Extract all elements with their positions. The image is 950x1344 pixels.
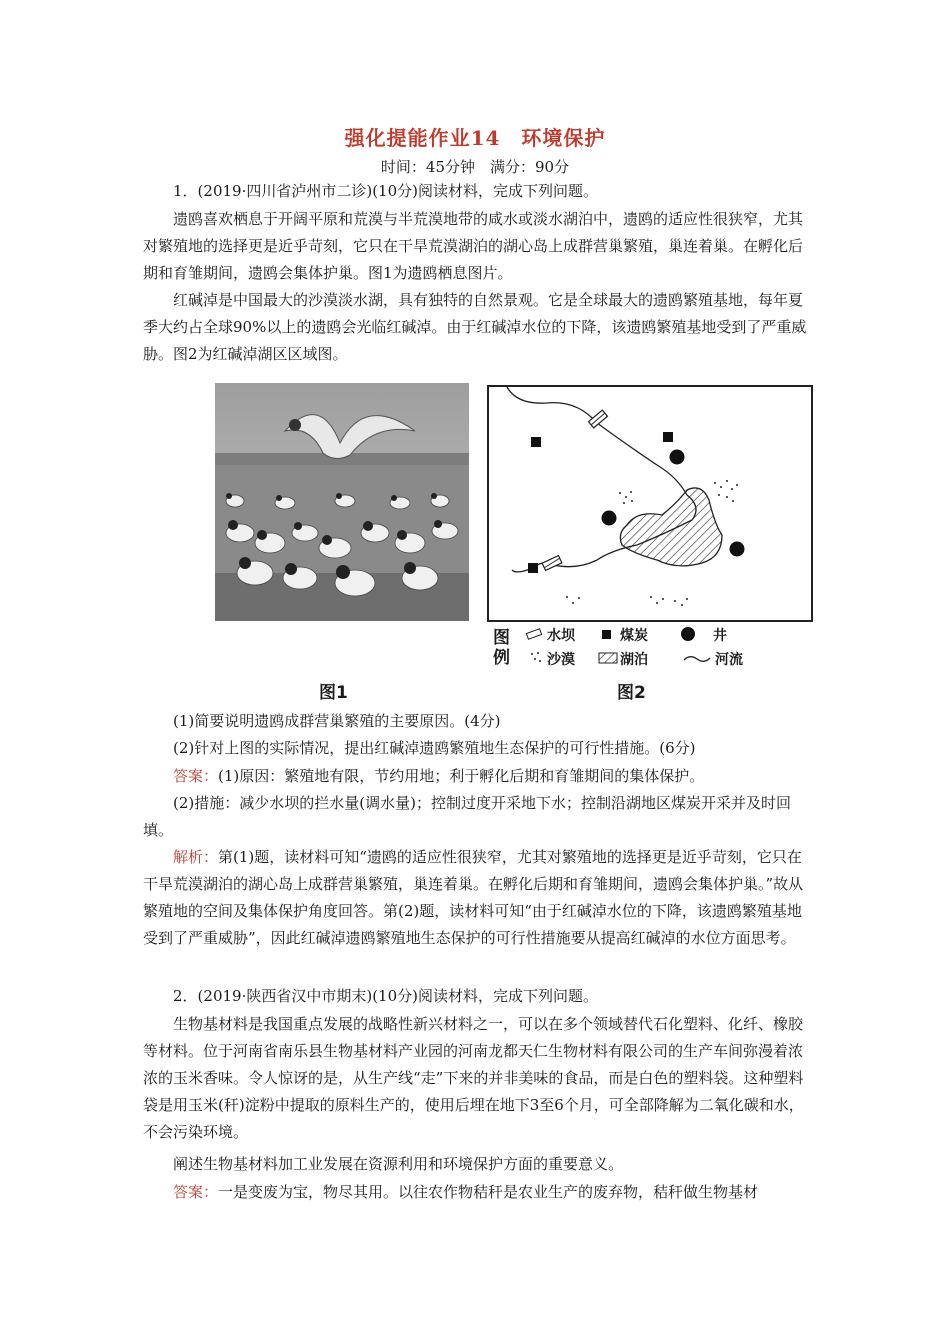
legend-label-top: 图 bbox=[493, 628, 510, 648]
q1-stem: 1．(2019·四川省泸州市二诊)(10分)阅读材料，完成下列问题。 bbox=[173, 182, 598, 200]
q2-question: 阐述生物基材料加工业发展在资源利用和环境保护方面的重要意义。 bbox=[173, 1155, 624, 1173]
analysis-text: 第(1)题，读材料可知“遗鸥的适应性很狭窄，尤其对繁殖地的选择更是近乎苛刻，它只在干旱荒漠湖泊的湖心岛上成群营巢繁殖，巢连着巢。在孵化后期和育雏期间，遗鸥会集体护巢。”故从繁殖地的空间及集体保护角度回答。第(2)题，读材料可知“由于红碱淖水位的下降，该遗鸥繁殖基地受到了严重威胁”，因此红碱淖遗鸥繁殖地生态保护的可行性措施要从提高红碱淖的水位方面思考。 bbox=[143, 848, 804, 947]
fig2-caption: 图2 bbox=[617, 683, 646, 703]
legend-coal: 煤炭 bbox=[620, 628, 648, 644]
legend-well: 井 bbox=[713, 628, 727, 644]
answer-text-1: (1)原因：繁殖地有限，节约用地；利于孵化后期和育雏期间的集体保护。 bbox=[218, 767, 705, 785]
q2-answer bbox=[143, 1179, 815, 1206]
q1-material-2: 红碱淖是中国最大的沙漠淡水湖，具有独特的自然景观。它是全球最大的遗鸥繁殖基地，每年夏季大约占全球90%以上的遗鸥会光临红碱淖。由于红碱淖水位的下降，该遗鸥繁殖基地受到了严重威胁。图2为红碱淖湖区区域图。 bbox=[143, 291, 807, 363]
q1-sub-question-1: (1)简要说明遗鸥成群营巢繁殖的主要原因。(4分) bbox=[173, 712, 501, 730]
answer-text: 一是变废为宝，物尽其用。以往农作物秸秆是农业生产的废弃物，秸秆做生物基材 bbox=[218, 1183, 759, 1201]
dam-icon bbox=[525, 628, 543, 640]
analysis-label: 解析： bbox=[173, 848, 219, 866]
coal-icon bbox=[602, 630, 611, 639]
desert-icon bbox=[529, 650, 543, 664]
q2-material: 生物基材料是我国重点发展的战略性新兴材料之一，可以在多个领域替代石化塑料、化纤、橡胶等材料。位于河南省南乐县生物基材料产业园的河南龙都天仁生物材料有限公司的生产车间弥漫着浓浓的玉米香味。令人惊讶的是，从生产线“走”下来的并非美味的食品，而是白色的塑料袋。这种塑料袋是用玉米(秆)淀粉中提取的原料生产的，使用后埋在地下3至6个月，可全部降解为二氧化碳和水，不会污染环境。 bbox=[143, 1015, 804, 1141]
page-title: 强化提能作业14 环境保护 bbox=[344, 126, 606, 150]
q1-answer-2: (2)措施：减少水坝的拦水量(调水量)；控制过度开采地下水；控制沿湖地区煤炭开采并及时回填。 bbox=[143, 794, 791, 839]
legend-lake: 湖泊 bbox=[620, 652, 648, 668]
well-icon bbox=[602, 511, 617, 526]
legend-dam: 水坝 bbox=[547, 628, 575, 644]
well-icon bbox=[681, 627, 695, 641]
well-icon bbox=[730, 542, 745, 557]
coal-icon bbox=[531, 437, 541, 447]
q1-analysis bbox=[143, 844, 815, 952]
coal-icon bbox=[528, 563, 538, 573]
hongjiannao-map-figure bbox=[487, 385, 813, 622]
legend-desert: 沙漠 bbox=[547, 652, 575, 668]
time-score-line: 时间：45分钟 满分：90分 bbox=[380, 158, 570, 176]
answer-label: 答案： bbox=[173, 1183, 219, 1201]
legend-river: 河流 bbox=[715, 652, 743, 668]
well-icon bbox=[670, 450, 685, 465]
map-legend bbox=[487, 624, 817, 674]
q1-answer-1 bbox=[143, 763, 815, 790]
q1-material-1: 遗鸥喜欢栖息于开阔平原和荒漠与半荒漠地带的咸水或淡水湖泊中，遗鸥的适应性很狭窄，尤其对繁殖地的选择更是近乎苛刻，它只在干旱荒漠湖泊的湖心岛上成群营巢繁殖，巢连着巢。在孵化后期和育雏期间，遗鸥会集体护巢。图1为遗鸥栖息图片。 bbox=[143, 210, 804, 282]
q2-stem: 2．(2019·陕西省汉中市期末)(10分)阅读材料，完成下列问题。 bbox=[173, 987, 598, 1005]
coal-icon bbox=[663, 432, 673, 442]
answer-label: 答案： bbox=[173, 767, 219, 785]
lake-icon bbox=[598, 652, 618, 664]
legend-label-bottom: 例 bbox=[493, 648, 510, 668]
fig1-caption: 图1 bbox=[319, 683, 348, 703]
q1-sub-question-2: (2)针对上图的实际情况，提出红碱淖遗鸥繁殖地生态保护的可行性措施。(6分) bbox=[173, 739, 696, 757]
gull-photo-figure bbox=[215, 383, 469, 621]
river-icon bbox=[683, 654, 711, 664]
